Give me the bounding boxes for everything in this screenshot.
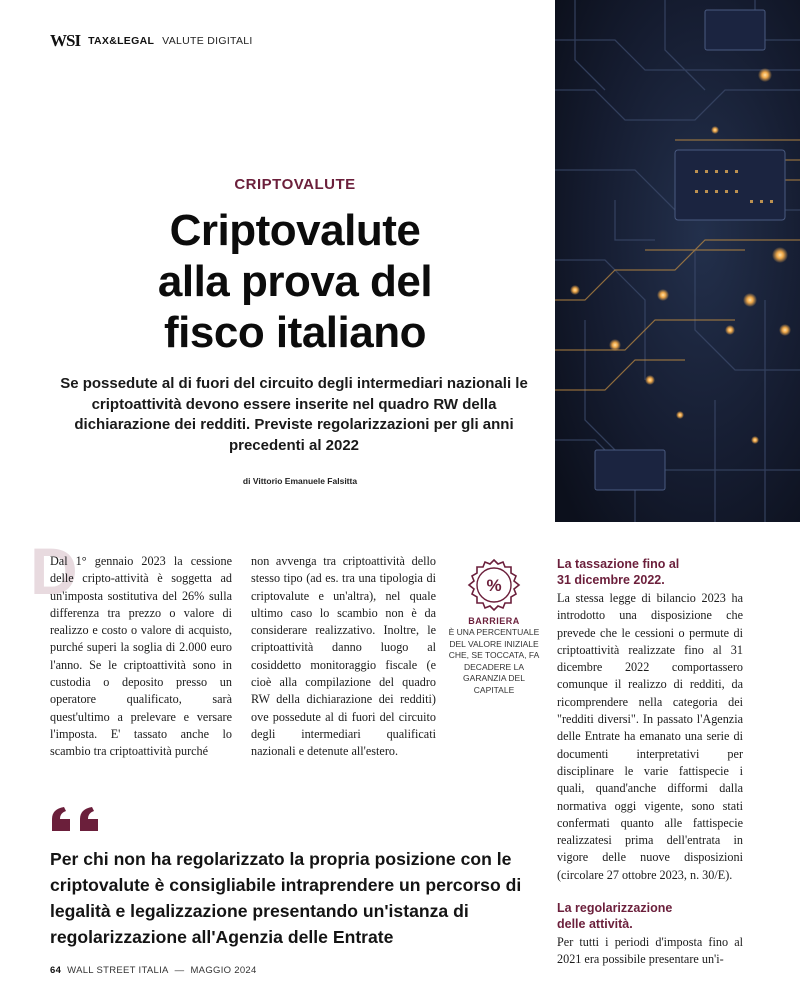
page-number: 64 <box>50 965 62 976</box>
circuit-board-image <box>555 0 800 522</box>
issue-date: MAGGIO 2024 <box>190 965 257 976</box>
title-line: alla prova del <box>157 257 433 306</box>
body-column-3 <box>557 556 743 969</box>
heading-line: La regolarizzazione <box>557 901 673 916</box>
title-line: fisco italiano <box>164 308 426 357</box>
percent-badge-icon <box>467 558 521 612</box>
body-paragraph: La stessa legge di bilancio 2023 ha introdotto una disposizione che prevede che le cessioni o permute di criptoattività realizzate fino al 31 dicembre 2022 comportassero comunque il realizzo di redditi, da ricomprendere nella categoria dei "redditi diversi". In passato l'Agenzia delle Entrate ha emanato una serie di documenti interpretativi per disciplinare le varie fattispecie i quali, quand'anche difformi dalla normativa oggi vigente, sono stati confermati quanto alle fattispecie realizzatesi prima dell'entrata in vigore delle nuove disposizioni (circolare 27 ottobre 2023, n. 30/E). <box>557 591 743 882</box>
page-header <box>50 31 253 51</box>
body-column-1 <box>50 553 232 761</box>
article-title <box>40 205 550 358</box>
glossary-term: BARRIERA <box>468 616 520 626</box>
wsi-logo: WSI <box>50 31 81 50</box>
badge-symbol: % <box>486 576 502 595</box>
heading-line: delle attività. <box>557 917 633 932</box>
glossary-box <box>446 558 542 696</box>
subsection-label: VALUTE DIGITALI <box>162 35 253 47</box>
article-kicker: CRIPTOVALUTE <box>234 176 356 193</box>
drop-cap: D <box>30 534 78 608</box>
body-paragraph: non avvenga tra criptoattività dello stesso tipo (ad es. tra una tipologia di criptovalute e un'altra), nel quale ultimo caso lo scambio non è da considerare realizzativo. Inoltre, le criptoattività danno luogo al cosiddetto monitoraggio fiscale (e cioè alla compilazione del quadro RW della dichiarazione dei redditi) ove possedute al di fuori del circuito degli intermediari qualificati nazionali e detenute all'estero. <box>251 554 436 759</box>
section-heading <box>557 556 743 588</box>
article-subtitle: Se possedute al di fuori del circuito degli intermediari nazionali le criptoattività devono essere inserite nel quadro RW della dichiarazione dei redditi. Previste regolarizzazioni per gli anni precedenti al 2022 <box>60 375 528 454</box>
body-column-2 <box>251 553 436 761</box>
heading-line: La tassazione fino al <box>557 557 680 571</box>
page-footer <box>50 965 257 976</box>
body-paragraph: Per tutti i periodi d'imposta fino al 2021 era possibile presentare un'i- <box>557 935 743 967</box>
section-heading <box>557 900 743 932</box>
title-line: Criptovalute <box>169 206 421 255</box>
glossary-definition: È UNA PERCENTUALE DEL VALORE INIZIALE CHE, SE TOCCATA, FA DECADERE LA GARANZIA DEL CAPITALE <box>448 627 540 695</box>
section-label: TAX&LEGAL <box>88 35 155 47</box>
article-byline: di Vittorio Emanuele Falsitta <box>242 476 358 486</box>
publication-name: WALL STREET ITALIA <box>67 965 169 976</box>
heading-line: 31 dicembre 2022. <box>557 573 665 587</box>
pull-quote: Per chi non ha regolarizzato la propria posizione con le criptovalute è consigliabile intraprendere un percorso di legalità e legalizzazione presentando un'istanza di regolarizzazione all'Agenzia delle Entrate <box>50 849 522 947</box>
quote-mark-icon <box>50 805 106 833</box>
body-paragraph: Dal 1° gennaio 2023 la cessione delle cripto-attività è soggetta ad un'imposta sostitutiva del 26% sulla differenza tra prezzo o valore di realizzo e costo o valore di acquisto, purché superi la soglia di 2.000 euro l'anno. Se le criptoattività sono in custodia o deposito presso un operatore qualificato, sarà quest'ultimo a prelevare e versare l'imposta. E' tassato anche lo scambio tra criptoattività purché <box>50 554 232 759</box>
footer-separator: — <box>174 965 185 976</box>
